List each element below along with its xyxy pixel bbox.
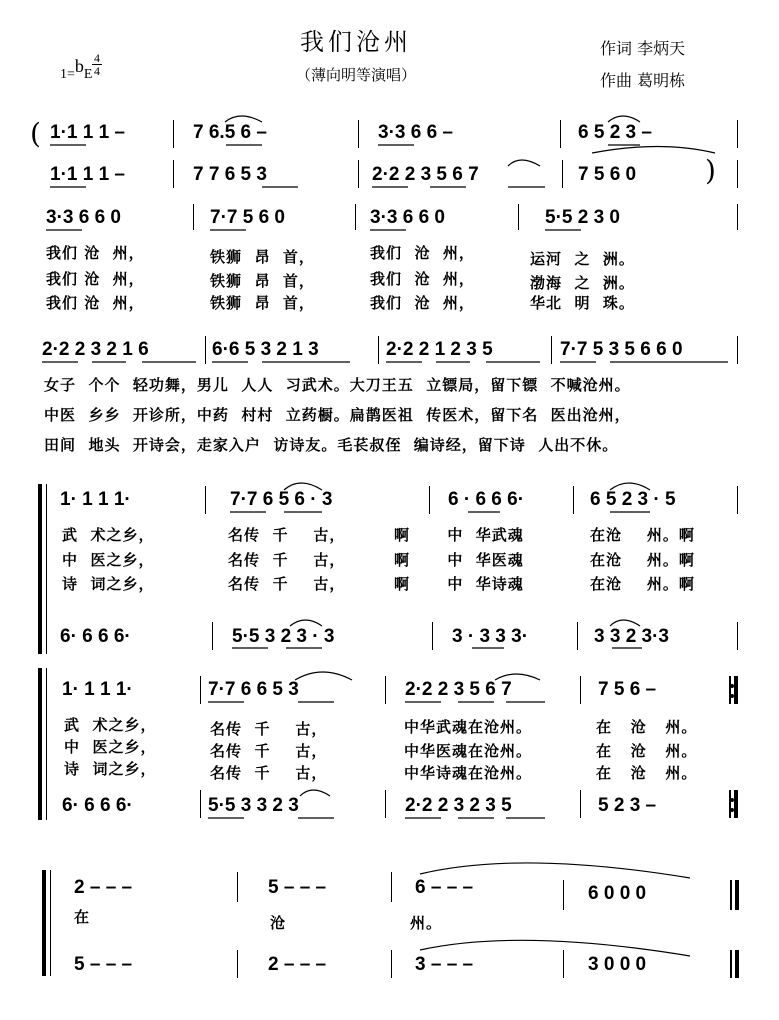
- lyricist-credit: 作词 李炳天: [600, 39, 686, 58]
- intro-m7: 2·2 2 3 5 6 7: [372, 164, 479, 185]
- coda-m4: 6 0 0 0: [588, 883, 647, 904]
- chorus2-lyric-2c: 中华医魂在沧州。: [404, 742, 533, 760]
- intro-m6: 7 7 6 5 3: [193, 164, 267, 185]
- repeat-dot: [730, 694, 734, 698]
- repeat-dot: [730, 798, 734, 802]
- chorus1-lyric-1d: 在沧 州。啊: [590, 526, 695, 544]
- intro-m8: 7 5 6 0: [578, 164, 637, 185]
- verse-lyric-1a: 我们 沧 州，: [46, 244, 145, 262]
- verse-lyric-3b: 铁狮 昂 首，: [210, 294, 315, 312]
- verse-m1: 3·3 6 6 0: [46, 207, 121, 228]
- verse-lyric-3c: 我们 沧 州，: [370, 294, 475, 312]
- verse-lyric-1b: 铁狮 昂 首，: [210, 248, 315, 266]
- bridge-m1: 2·2 2 3 2 1 6: [42, 339, 149, 360]
- verse-m3: 3·3 6 6 0: [370, 207, 445, 228]
- chorus2-m3: 2·2 2 3 5 6 7: [405, 679, 512, 700]
- slur: [420, 863, 690, 878]
- slur: [508, 160, 540, 166]
- coda-m2: 5 – – –: [268, 877, 327, 898]
- song-title: 我们沧州: [300, 28, 412, 56]
- repeat-dot: [730, 808, 734, 812]
- chorus2-lyric-2b: 名传 千 古，: [210, 742, 328, 760]
- chorus2-lyric-1a: 武 术之乡，: [64, 716, 157, 734]
- chorus2-lyric-3b: 名传 千 古，: [210, 764, 328, 782]
- chorus1-m4: 6 5 2 3 · 5: [590, 489, 676, 510]
- coda-h3: 3 – – –: [415, 954, 474, 975]
- chorus1-m2: 7·7 6 5 6 · 3: [230, 489, 333, 510]
- chorus2-h1: 6· 6 6 6·: [62, 795, 133, 816]
- coda-m3: 6 – – –: [415, 877, 474, 898]
- intro-paren-open: (: [30, 117, 41, 150]
- chorus1-m3: 6 · 6 6 6·: [448, 489, 525, 510]
- verse-lyric-3a: 我们 沧 州，: [46, 294, 145, 312]
- intro-m4: 6 5 2 3 –: [578, 122, 652, 143]
- slur: [495, 674, 540, 680]
- chorus1-lyric-1a: 武 术之乡，: [62, 526, 155, 544]
- coda-lyric-3: 州。: [410, 914, 443, 932]
- chorus2-lyric-3d: 在 沧 州。: [596, 764, 698, 782]
- chorus2-lyric-1b: 名传 千 古，: [210, 720, 328, 738]
- verse-lyric-2a: 我们 沧 州，: [46, 270, 145, 288]
- chorus1-lyric-2b: 名传 千 古，: [228, 551, 346, 569]
- chorus1-m1: 1· 1 1 1·: [60, 489, 131, 510]
- intro-m5: 1·1 1 1 –: [50, 164, 125, 185]
- chorus2-h3: 2·2 2 3 2 3 5: [405, 795, 512, 816]
- chorus2-m2: 7·7 6 6 5 3: [208, 679, 299, 700]
- chorus2-m1: 1· 1 1 1·: [62, 679, 133, 700]
- chorus1-h1: 6· 6 6 6·: [60, 626, 131, 647]
- slur: [284, 483, 322, 490]
- chorus1-h4: 3 3 2 3·3: [594, 626, 669, 647]
- chorus2-h4: 5 2 3 –: [598, 795, 657, 816]
- chorus2-lyric-3c: 中华诗魂在沧州。: [404, 764, 533, 782]
- chorus2-lyric-1d: 在 沧 州。: [596, 718, 698, 736]
- repeat-dot: [730, 684, 734, 688]
- chorus1-lyric-3a: 诗 词之乡，: [62, 575, 155, 593]
- verse-lyric-2c: 我们 沧 州，: [370, 270, 475, 288]
- bridge-lyric-1: 女子 个个 轻功舞，男儿 人人 习武术。大刀王五 立镖局，留下镖 不喊沧州。: [44, 376, 631, 394]
- bridge-m4: 7·7 5 3 5 6 6 0: [560, 339, 683, 360]
- slur: [592, 147, 715, 154]
- verse-lyric-1c: 我们 沧 州，: [370, 244, 475, 262]
- verse-lyric-2b: 铁狮 昂 首，: [210, 272, 315, 290]
- verse-m4: 5·5 2 3 0: [545, 207, 620, 228]
- chorus1-lyric-2d: 在沧 州。啊: [590, 551, 695, 569]
- bridge-lyric-2: 中医 乡乡 开诊所，中药 村村 立药橱。扁鹊医祖 传医术，留下名 医出沧州，: [44, 406, 631, 424]
- slur: [610, 620, 640, 626]
- performer-subtitle: （薄向明等演唱）: [296, 66, 417, 84]
- chorus1-lyric-1c: 啊 中 华武魂: [394, 526, 524, 544]
- slur: [608, 116, 640, 122]
- bridge-lyric-3: 田间 地头 开诗会，走家入户 访诗友。毛苌叔侄 编诗经，留下诗 人出不休。: [44, 436, 619, 454]
- chorus1-lyric-3c: 啊 中 华诗魂: [394, 575, 524, 593]
- intro-m2: 7 6.5 6 –: [193, 122, 267, 143]
- slur: [300, 790, 330, 796]
- bridge-m3: 2·2 2 1 2 3 5: [386, 339, 493, 360]
- chorus2-lyric-1c: 中华武魂在沧州。: [404, 718, 533, 736]
- chorus1-h3: 3 · 3 3 3·: [452, 626, 529, 647]
- coda-h4: 3 0 0 0: [588, 954, 647, 975]
- chorus2-m4: 7 5 6 –: [598, 679, 657, 700]
- intro-m1: 1·1 1 1 –: [50, 122, 125, 143]
- slur: [225, 116, 262, 122]
- coda-h1: 5 – – –: [74, 954, 133, 975]
- slur: [610, 483, 650, 490]
- time-signature: 4 4: [94, 51, 100, 78]
- chorus1-lyric-1b: 名传 千 古，: [228, 526, 346, 544]
- chorus1-h2: 5·5 3 2 3 · 3: [232, 626, 335, 647]
- coda-m1: 2 – – –: [74, 877, 133, 898]
- slur: [290, 620, 322, 626]
- verse-m2: 7·7 5 6 0: [210, 207, 285, 228]
- verse-lyric-1d: 运河 之 洲。: [530, 250, 635, 268]
- coda-lyric-2: 沧: [270, 914, 287, 932]
- chorus1-lyric-2c: 啊 中 华医魂: [394, 551, 524, 569]
- chorus1-lyric-3b: 名传 千 古，: [228, 575, 346, 593]
- bridge-m2: 6·6 5 3 2 1 3: [212, 339, 319, 360]
- chorus1-lyric-3d: 在沧 州。啊: [590, 575, 695, 593]
- key-signature: 1=bE: [60, 56, 93, 82]
- slur: [295, 672, 352, 680]
- chorus2-lyric-2a: 中 医之乡，: [64, 738, 157, 756]
- intro-paren-close: ): [705, 154, 716, 187]
- chorus2-lyric-3a: 诗 词之乡，: [64, 760, 157, 778]
- verse-lyric-2d: 渤海 之 洲。: [530, 274, 635, 292]
- chorus2-h2: 5·5 3 3 2 3: [208, 795, 299, 816]
- slur: [420, 940, 690, 956]
- coda-lyric-1: 在: [74, 908, 91, 926]
- coda-h2: 2 – – –: [268, 954, 327, 975]
- chorus2-lyric-2d: 在 沧 州。: [596, 742, 698, 760]
- chorus1-lyric-2a: 中 医之乡，: [62, 551, 155, 569]
- intro-m3: 3·3 6 6 –: [378, 122, 453, 143]
- verse-lyric-3d: 华北 明 珠。: [530, 294, 635, 312]
- composer-credit: 作曲 葛明栋: [600, 71, 686, 90]
